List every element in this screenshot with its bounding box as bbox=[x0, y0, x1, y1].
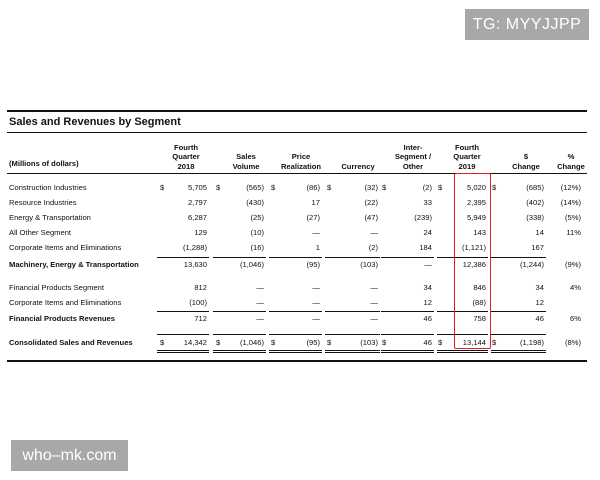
cell-value: 1 bbox=[315, 243, 320, 252]
row-label: Consolidated Sales and Revenues bbox=[9, 338, 133, 347]
currency-symbol: $ bbox=[438, 338, 443, 347]
column-header-line: Realization bbox=[280, 161, 322, 171]
cell-value: 12 bbox=[423, 298, 432, 307]
subtotal-rule bbox=[491, 311, 546, 312]
currency-symbol: $ bbox=[438, 183, 443, 192]
column-header bbox=[541, 152, 600, 171]
cell-value: (5%) bbox=[564, 213, 581, 222]
cell-value: 24 bbox=[423, 228, 432, 237]
row-label: All Other Segment bbox=[9, 228, 72, 237]
cell-value: — bbox=[370, 228, 378, 237]
subtotal-rule bbox=[157, 311, 209, 312]
row-label: Resource Industries bbox=[9, 198, 77, 207]
cell-value: (1,244) bbox=[519, 260, 544, 269]
cell-value: 12,386 bbox=[462, 260, 486, 269]
cell-value: 712 bbox=[194, 314, 207, 323]
column-header-line: Currency bbox=[341, 161, 375, 171]
currency-symbol: $ bbox=[271, 338, 276, 347]
cell-value: 33 bbox=[423, 198, 432, 207]
subtotal-rule bbox=[157, 257, 209, 258]
total-double-rule bbox=[325, 350, 380, 353]
cell-value: (22) bbox=[364, 198, 378, 207]
subtotal-rule bbox=[381, 334, 434, 335]
column-header-line: Other bbox=[402, 161, 424, 171]
cell-value: (103) bbox=[360, 260, 378, 269]
cell-value: 46 bbox=[423, 314, 432, 323]
bottom-rule bbox=[7, 360, 587, 362]
subtotal-rule bbox=[269, 257, 322, 258]
currency-symbol: $ bbox=[492, 183, 497, 192]
cell-value: — bbox=[370, 314, 378, 323]
cell-value: (86) bbox=[306, 183, 320, 192]
subtotal-rule bbox=[325, 311, 380, 312]
cell-value: (430) bbox=[246, 198, 264, 207]
total-double-rule bbox=[491, 350, 546, 353]
cell-value: (9%) bbox=[564, 260, 581, 269]
cell-value: 13,144 bbox=[462, 338, 486, 347]
cell-value: (1,198) bbox=[519, 338, 544, 347]
cell-value: 846 bbox=[473, 283, 486, 292]
currency-symbol: $ bbox=[216, 338, 221, 347]
cell-value: — bbox=[312, 228, 320, 237]
cell-value: 11% bbox=[566, 228, 581, 237]
cell-value: — bbox=[312, 283, 320, 292]
units-label: (Millions of dollars) bbox=[9, 159, 79, 168]
cell-value: 14,342 bbox=[183, 338, 207, 347]
column-header-line: Quarter bbox=[172, 152, 200, 161]
row-label: Energy & Transportation bbox=[9, 213, 91, 222]
row-label: Corporate Items and Eliminations bbox=[9, 298, 122, 307]
column-header-line: Volume bbox=[232, 161, 260, 171]
currency-symbol: $ bbox=[382, 183, 387, 192]
cell-value: 129 bbox=[194, 228, 207, 237]
total-double-rule bbox=[213, 350, 266, 353]
column-header-line: Fourth bbox=[173, 142, 199, 152]
subtotal-rule bbox=[325, 334, 380, 335]
subtotal-rule bbox=[213, 311, 266, 312]
cell-value: (1,046) bbox=[239, 260, 264, 269]
cell-value: 2,395 bbox=[466, 198, 486, 207]
watermark-bottom: who–mk.com bbox=[11, 440, 128, 471]
column-header-line: Fourth bbox=[454, 142, 480, 152]
subtotal-rule bbox=[381, 311, 434, 312]
column-header-line: Change bbox=[557, 161, 585, 171]
table-row bbox=[7, 283, 587, 295]
subtotal-rule bbox=[381, 257, 434, 258]
column-header bbox=[328, 162, 388, 172]
total-double-rule bbox=[437, 350, 488, 353]
table-row bbox=[7, 338, 587, 350]
currency-symbol: $ bbox=[216, 183, 221, 192]
cell-value: 34 bbox=[423, 283, 432, 292]
cell-value: (8%) bbox=[564, 338, 581, 347]
cell-value: (1,288) bbox=[182, 243, 207, 252]
cell-value: 12 bbox=[535, 298, 544, 307]
cell-value: (2) bbox=[422, 183, 432, 192]
total-double-rule bbox=[157, 350, 209, 353]
row-label: Financial Products Segment bbox=[9, 283, 104, 292]
cell-value: (1,046) bbox=[239, 338, 264, 347]
row-label: Corporate Items and Eliminations bbox=[9, 243, 122, 252]
column-header-line: Segment / bbox=[394, 152, 432, 161]
column-header-line: Inter- bbox=[403, 142, 423, 152]
cell-value: 143 bbox=[473, 228, 486, 237]
cell-value: — bbox=[370, 283, 378, 292]
cell-value: — bbox=[256, 283, 264, 292]
cell-value: — bbox=[256, 314, 264, 323]
cell-value: (565) bbox=[246, 183, 264, 192]
table-title: Sales and Revenues by Segment bbox=[9, 116, 181, 128]
column-header-line: Price bbox=[291, 152, 311, 161]
cell-value: — bbox=[424, 260, 432, 269]
cell-value: (16) bbox=[250, 243, 264, 252]
subtotal-rule bbox=[269, 311, 322, 312]
subtotal-rule bbox=[325, 257, 380, 258]
cell-value: 46 bbox=[535, 314, 544, 323]
cell-value: (2) bbox=[368, 243, 378, 252]
cell-value: (95) bbox=[306, 260, 320, 269]
subtotal-rule bbox=[157, 334, 209, 335]
table-row bbox=[7, 213, 587, 225]
currency-symbol: $ bbox=[160, 183, 165, 192]
cell-value: 13,630 bbox=[183, 260, 207, 269]
row-label: Financial Products Revenues bbox=[9, 314, 115, 323]
cell-value: (685) bbox=[526, 183, 544, 192]
column-header-line: 2018 bbox=[177, 161, 195, 171]
subtotal-rule bbox=[491, 257, 546, 258]
column-header-line: Quarter bbox=[453, 152, 481, 161]
title-rule bbox=[7, 132, 587, 133]
column-header bbox=[156, 143, 216, 172]
currency-symbol: $ bbox=[160, 338, 165, 347]
cell-value: 2,797 bbox=[187, 198, 207, 207]
column-header bbox=[271, 152, 331, 171]
cell-value: (47) bbox=[364, 213, 378, 222]
cell-value: 5,705 bbox=[187, 183, 207, 192]
top-rule bbox=[7, 110, 587, 112]
column-header-line: % bbox=[567, 152, 575, 161]
cell-value: (402) bbox=[526, 198, 544, 207]
total-double-rule bbox=[381, 350, 434, 353]
subtotal-rule bbox=[213, 257, 266, 258]
column-header bbox=[216, 152, 276, 171]
cell-value: (95) bbox=[306, 338, 320, 347]
column-header-line: $ bbox=[523, 152, 529, 161]
cell-value: 17 bbox=[311, 198, 320, 207]
cell-value: (32) bbox=[364, 183, 378, 192]
currency-symbol: $ bbox=[492, 338, 497, 347]
cell-value: (1,121) bbox=[461, 243, 486, 252]
column-header-line: Change bbox=[512, 161, 540, 171]
table-row bbox=[7, 198, 587, 210]
subtotal-rule bbox=[213, 334, 266, 335]
cell-value: (239) bbox=[414, 213, 432, 222]
cell-value: (12%) bbox=[560, 183, 581, 192]
cell-value: — bbox=[256, 298, 264, 307]
table-row bbox=[7, 228, 587, 240]
cell-value: (14%) bbox=[560, 198, 581, 207]
cell-value: — bbox=[312, 298, 320, 307]
cell-value: (100) bbox=[189, 298, 207, 307]
currency-symbol: $ bbox=[271, 183, 276, 192]
row-label: Construction Industries bbox=[9, 183, 87, 192]
cell-value: 184 bbox=[419, 243, 432, 252]
cell-value: — bbox=[312, 314, 320, 323]
cell-value: 14 bbox=[535, 228, 544, 237]
row-label: Machinery, Energy & Transportation bbox=[9, 260, 139, 269]
currency-symbol: $ bbox=[382, 338, 387, 347]
q4-2019-highlight-box bbox=[454, 173, 491, 349]
cell-value: 6,287 bbox=[187, 213, 207, 222]
header-rule bbox=[7, 173, 587, 174]
cell-value: (103) bbox=[360, 338, 378, 347]
column-header bbox=[437, 143, 497, 172]
cell-value: (88) bbox=[472, 298, 486, 307]
watermark-top: TG: MYYJJPP bbox=[465, 9, 589, 40]
table-row bbox=[7, 183, 587, 195]
cell-value: 812 bbox=[194, 283, 207, 292]
subtotal-rule bbox=[269, 334, 322, 335]
cell-value: 758 bbox=[473, 314, 486, 323]
cell-value: 4% bbox=[570, 283, 581, 292]
cell-value: (25) bbox=[250, 213, 264, 222]
cell-value: (10) bbox=[250, 228, 264, 237]
cell-value: 167 bbox=[531, 243, 544, 252]
currency-symbol: $ bbox=[327, 183, 332, 192]
subtotal-rule bbox=[491, 334, 546, 335]
cell-value: 5,020 bbox=[466, 183, 486, 192]
column-header bbox=[383, 143, 443, 172]
table-row bbox=[7, 314, 587, 326]
cell-value: 6% bbox=[570, 314, 581, 323]
table-row bbox=[7, 243, 587, 255]
table-row bbox=[7, 260, 587, 272]
cell-value: (338) bbox=[526, 213, 544, 222]
column-header-line: 2019 bbox=[458, 161, 476, 171]
table-row bbox=[7, 298, 587, 310]
column-header-line: Sales bbox=[236, 152, 256, 161]
cell-value: 46 bbox=[423, 338, 432, 347]
total-double-rule bbox=[269, 350, 322, 353]
cell-value: (27) bbox=[306, 213, 320, 222]
currency-symbol: $ bbox=[327, 338, 332, 347]
cell-value: 5,949 bbox=[466, 213, 486, 222]
cell-value: — bbox=[370, 298, 378, 307]
cell-value: 34 bbox=[535, 283, 544, 292]
